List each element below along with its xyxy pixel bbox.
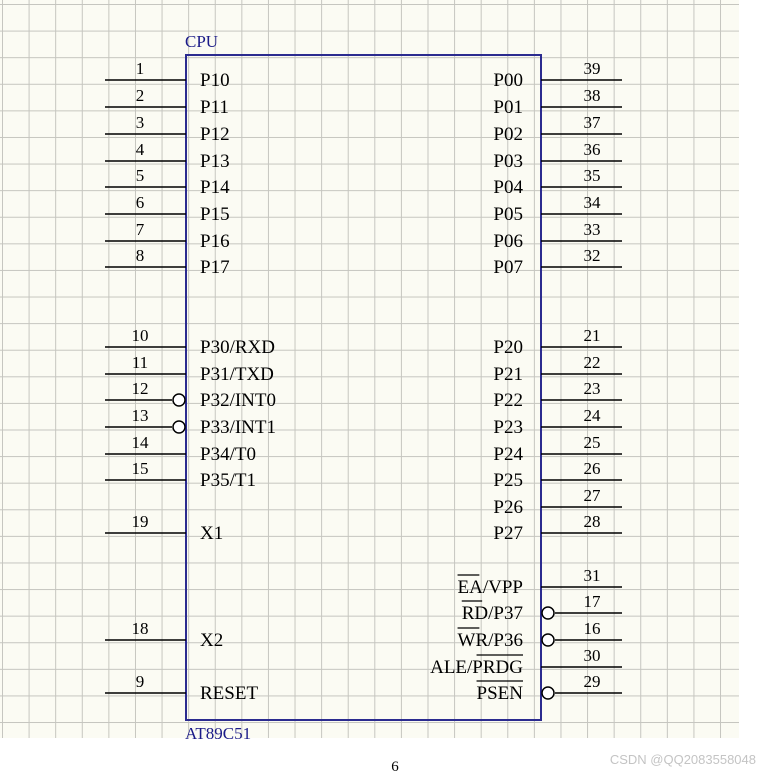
left-pin-8-number: 10	[131, 326, 149, 345]
right-pin-12-name: P24	[493, 444, 523, 465]
left-pin-5-name: P15	[200, 204, 230, 225]
chip-part-number: AT89C51	[185, 724, 252, 743]
left-pin-16-number: 9	[135, 672, 145, 691]
right-pin-5-name: P05	[493, 204, 523, 225]
right-pin-13-number: 26	[583, 459, 601, 478]
right-pin-17-inversion-bubble	[542, 607, 554, 619]
page-number: 6	[391, 759, 399, 775]
left-pin-11-number: 13	[131, 406, 149, 425]
left-pin-0-number: 1	[135, 59, 145, 78]
left-pin-3-name: P13	[200, 151, 230, 172]
left-pin-2-number: 3	[135, 113, 145, 132]
right-pin-19-name: ALE/PRDG	[430, 657, 523, 678]
right-pin-15-number: 28	[583, 512, 601, 531]
right-pin-4-name: P04	[493, 177, 523, 198]
left-pin-11-inversion-bubble	[173, 421, 185, 433]
chip-title: CPU	[185, 32, 219, 51]
left-pin-13-number: 15	[131, 459, 149, 478]
right-pin-18-name: WR/P36	[457, 630, 523, 651]
left-pin-6-number: 7	[135, 220, 145, 239]
left-pin-10-inversion-bubble	[173, 394, 185, 406]
left-pin-9-name: P31/TXD	[200, 364, 274, 385]
left-pin-group	[105, 59, 276, 704]
right-pin-0-name: P00	[493, 70, 523, 91]
right-pin-0-number: 39	[583, 59, 601, 78]
right-pin-1-number: 38	[583, 86, 601, 105]
left-pin-14-number: 19	[131, 512, 149, 531]
right-pin-3-number: 36	[583, 140, 601, 159]
left-pin-1-number: 2	[135, 86, 145, 105]
right-pin-16-number: 31	[583, 566, 601, 585]
left-pin-8-name: P30/RXD	[200, 337, 275, 358]
left-pin-6-name: P16	[200, 231, 230, 252]
right-pin-14-name: P26	[493, 497, 523, 518]
right-pin-9-number: 22	[583, 353, 601, 372]
right-pin-14-number: 27	[583, 486, 601, 505]
right-pin-9-name: P21	[493, 364, 523, 385]
left-pin-15-number: 18	[131, 619, 149, 638]
right-pin-15-name: P27	[493, 523, 523, 544]
right-pin-1-name: P01	[493, 97, 523, 118]
right-pin-2-number: 37	[583, 113, 601, 132]
right-pin-5-number: 34	[583, 193, 601, 212]
left-pin-10-name: P32/INT0	[200, 390, 276, 411]
left-pin-0-name: P10	[200, 70, 230, 91]
right-pin-2-name: P02	[493, 124, 523, 145]
left-pin-3-number: 4	[135, 140, 145, 159]
left-pin-13-name: P35/T1	[200, 470, 256, 491]
left-pin-15-name: X2	[200, 630, 224, 651]
left-pin-12-name: P34/T0	[200, 444, 256, 465]
right-pin-11-number: 24	[583, 406, 601, 425]
watermark: CSDN @QQ2083558048	[609, 752, 756, 767]
right-pin-11-name: P23	[493, 417, 523, 438]
left-pin-9-number: 11	[131, 353, 149, 372]
right-pin-16-name: EA/VPP	[457, 577, 523, 598]
right-pin-7-name: P07	[493, 257, 523, 278]
right-pin-17-name: RD/P37	[461, 603, 523, 624]
left-pin-7-name: P17	[200, 257, 230, 278]
right-pin-8-name: P20	[493, 337, 523, 358]
left-pin-1-name: P11	[200, 97, 229, 118]
right-pin-18-inversion-bubble	[542, 634, 554, 646]
left-pin-14-name: X1	[200, 523, 224, 544]
left-pin-16-name: RESET	[200, 683, 259, 704]
right-pin-17-number: 17	[583, 592, 601, 611]
left-pin-7-number: 8	[135, 246, 145, 265]
right-pin-6-name: P06	[493, 231, 523, 252]
right-pin-20-inversion-bubble	[542, 687, 554, 699]
right-pin-20-number: 29	[583, 672, 601, 691]
right-pin-18-number: 16	[583, 619, 601, 638]
right-pin-7-number: 32	[583, 246, 601, 265]
right-pin-6-number: 33	[583, 220, 601, 239]
right-pin-20-name: PSEN	[476, 683, 523, 704]
right-pin-13-name: P25	[493, 470, 523, 491]
left-pin-4-number: 5	[135, 166, 145, 185]
left-pin-11-name: P33/INT1	[200, 417, 276, 438]
right-pin-10-number: 23	[583, 379, 601, 398]
left-pin-12-number: 14	[131, 433, 149, 452]
right-pin-19-number: 30	[583, 646, 601, 665]
left-pin-2-name: P12	[200, 124, 230, 145]
right-pin-group	[430, 59, 622, 704]
left-pin-5-number: 6	[135, 193, 145, 212]
right-pin-4-number: 35	[583, 166, 601, 185]
right-pin-12-number: 25	[583, 433, 601, 452]
right-pin-3-name: P03	[493, 151, 523, 172]
right-pin-10-name: P22	[493, 390, 523, 411]
left-pin-4-name: P14	[200, 177, 230, 198]
right-pin-8-number: 21	[583, 326, 601, 345]
left-pin-10-number: 12	[131, 379, 149, 398]
